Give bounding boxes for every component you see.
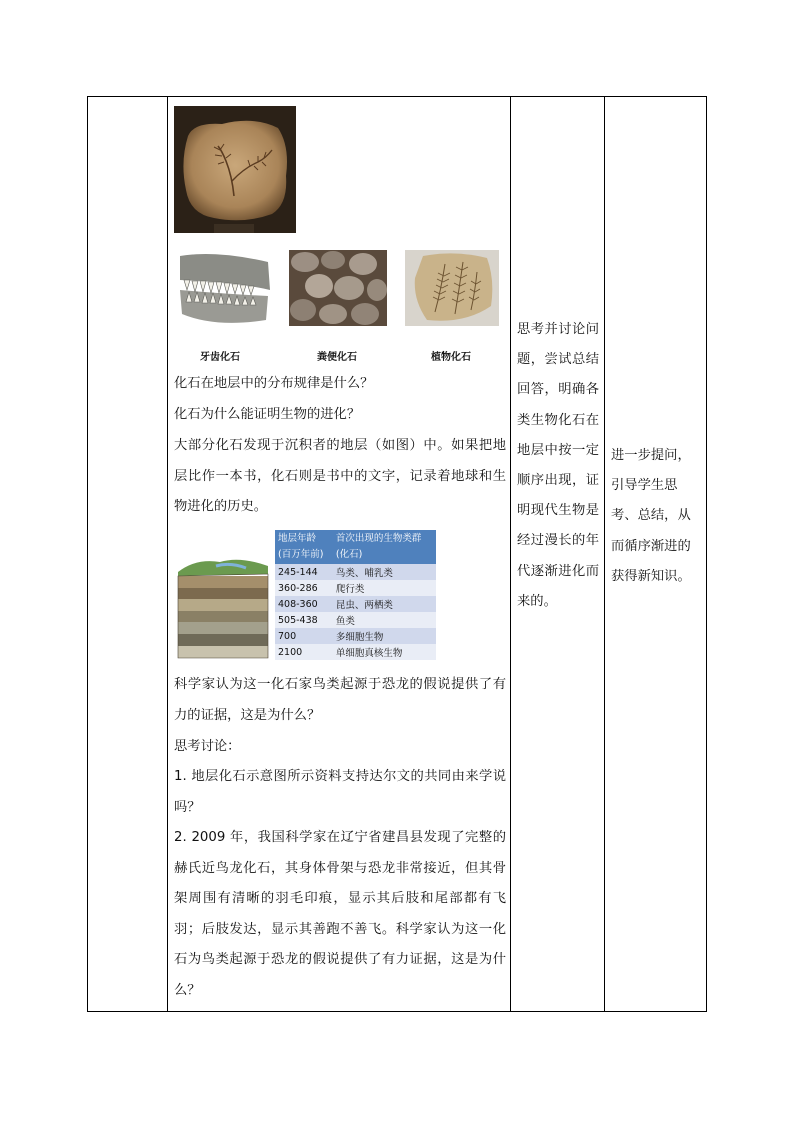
student-activity-text: 思考并讨论问题，尝试总结回答，明确各类生物化石在地层中按一定顺序出现，证明现代生物是经过漫长的年代逐渐进化而来的。 — [517, 322, 599, 609]
row-age: 505-438 — [275, 612, 333, 628]
feather-fossil-photo — [174, 106, 296, 233]
strata-book-paragraph: 大部分化石发现于沉积者的地层（如图）中。如果把地层比作一本书，化石则是书中的文字，记录着地球和生物进化的历史。 — [174, 438, 506, 514]
row-age: 360-286 — [275, 580, 333, 596]
question-distribution: 化石在地层中的分布规律是什么？ — [174, 376, 374, 391]
column-divider-1 — [167, 96, 168, 1012]
table-row — [275, 564, 436, 580]
table-bottom-border — [87, 1011, 707, 1012]
caption-teeth-fossil: 牙齿化石 — [200, 352, 240, 363]
table-top-border — [87, 96, 707, 97]
row-group: 鱼类 — [333, 612, 436, 628]
row-group: 昆虫、两栖类 — [333, 596, 436, 612]
row-group: 单细胞真核生物 — [333, 644, 436, 660]
table-left-border — [87, 96, 88, 1012]
table-row — [275, 596, 436, 612]
column-divider-2 — [510, 96, 511, 1012]
row-age: 245-144 — [275, 564, 333, 580]
table-row — [275, 580, 436, 596]
teeth-fossil-photo — [176, 250, 272, 326]
row-group: 多细胞生物 — [333, 628, 436, 644]
strata-table-header — [275, 530, 436, 564]
header-group: 首次出现的生物类群 (化石) — [333, 530, 436, 564]
row-age: 408-360 — [275, 596, 333, 612]
discussion-heading: 思考讨论： — [174, 739, 241, 754]
table-row — [275, 628, 436, 644]
row-age: 700 — [275, 628, 333, 644]
discussion-item-2: 2. 2009 年，我国科学家在辽宁省建昌县发现了完整的赫氏近鸟龙化石，其身体骨架与恐龙非常接近，但其骨架周围有清晰的羽毛印痕，显示其后肢和尾部都有飞羽；后肢发达，显示其善跑不善飞。科学家认为这一化石为鸟类起源于恐龙的假说提供了有力证据，这是为什么？ — [174, 830, 506, 998]
bird-origin-question: 科学家认为这一化石家鸟类起源于恐龙的假说提供了有力的证据，这是为什么？ — [174, 677, 506, 723]
discussion-item-1: 1. 地层化石示意图所示资料支持达尔文的共同由来学说吗？ — [174, 769, 506, 815]
table-row — [275, 644, 436, 660]
table-right-border — [706, 96, 707, 1012]
caption-dung-fossil: 粪便化石 — [317, 352, 357, 363]
header-age: 地层年龄 (百万年前) — [275, 530, 333, 564]
dung-fossil-photo — [289, 250, 387, 326]
table-row — [275, 612, 436, 628]
row-group: 鸟类、哺乳类 — [333, 564, 436, 580]
question-evolution: 化石为什么能证明生物的进化？ — [174, 407, 361, 422]
column-divider-3 — [604, 96, 605, 1012]
strata-fossil-table — [275, 530, 436, 660]
caption-plant-fossil: 植物化石 — [431, 352, 471, 363]
plant-fossil-photo — [405, 250, 499, 326]
strata-block-diagram — [176, 552, 270, 660]
row-group: 爬行类 — [333, 580, 436, 596]
design-intent-text: 进一步提问，引导学生思考、总结，从而循序渐进的获得新知识。 — [611, 448, 691, 584]
row-age: 2100 — [275, 644, 333, 660]
